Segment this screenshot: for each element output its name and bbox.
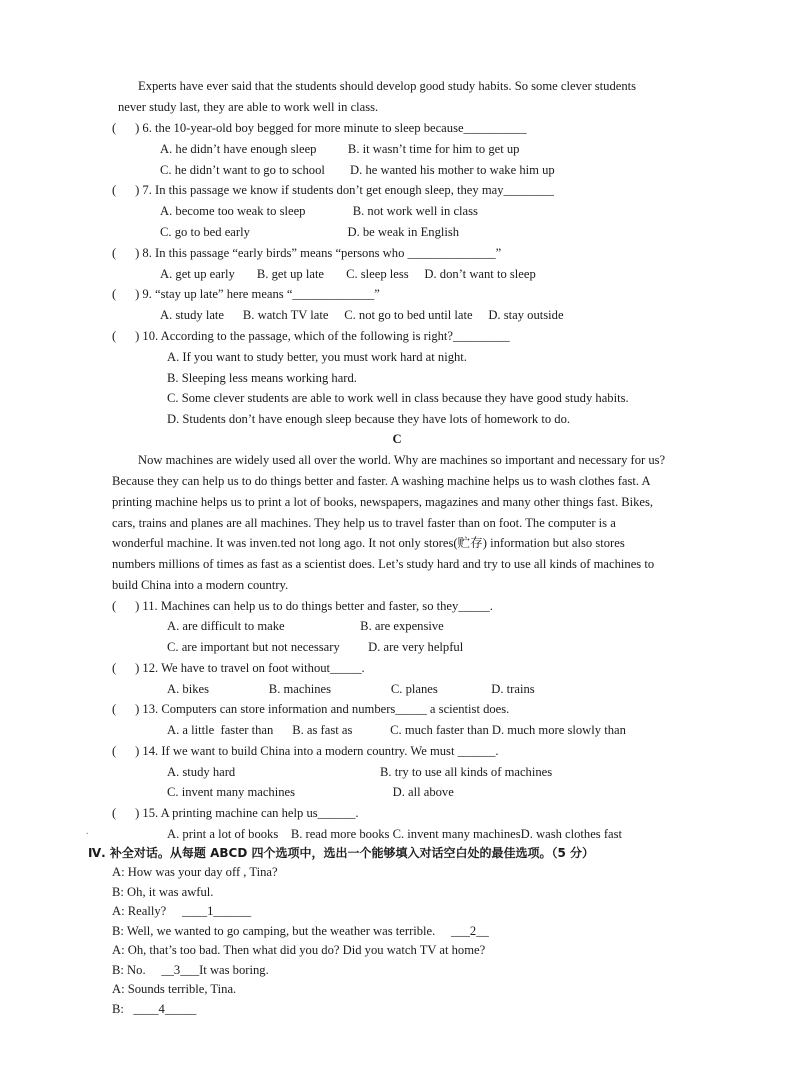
question-7-options-1: A. become too weak to sleep B. not work well in class xyxy=(160,204,478,218)
question-6-options-2: C. he didn’t want to go to school D. he wanted his mother to wake him up xyxy=(160,163,555,177)
dialogue-line-7: A: Sounds terrible, Tina. xyxy=(112,982,237,996)
passage-c-line-6: numbers millions of times as fast as a scientist does. Let’s study hard and try to use all kinds of machines to xyxy=(112,557,655,571)
question-14-options-1: A. study hard B. try to use all kinds of machines xyxy=(167,765,553,779)
question-10-option-b: B. Sleeping less means working hard. xyxy=(167,371,357,385)
question-11: ( ) 11. Machines can help us to do things better and faster, so they_____. xyxy=(112,599,493,613)
question-9-options: A. study late B. watch TV late C. not go to bed until late D. stay outside xyxy=(160,308,564,322)
dialogue-line-5: A: Oh, that’s too bad. Then what did you do? Did you watch TV at home? xyxy=(112,943,486,957)
dialogue-line-6: B: No. __3___It was boring. xyxy=(112,963,269,977)
section-iv-heading: Ⅳ. 补全对话。从每题 ABCD 四个选项中，选出一个能够填入对话空白处的最佳选项。（5 分） xyxy=(88,846,595,860)
passage-c-line-1: Now machines are widely used all over the world. Why are machines so important and necessary for us? xyxy=(138,453,666,467)
question-12-options: A. bikes B. machines C. planes D. trains xyxy=(167,682,535,696)
passage-b-line-2: never study last, they are able to work well in class. xyxy=(118,100,379,114)
passage-c-line-4: cars, trains and planes are all machines. They help us to travel faster than on foot. The computer is a xyxy=(112,516,616,530)
question-10-option-c: C. Some clever students are able to work well in class because they have good study habits. xyxy=(167,391,629,405)
question-14-options-2: C. invent many machines D. all above xyxy=(167,785,454,799)
question-13-options: A. a little faster than B. as fast as C. much faster than D. much more slowly than xyxy=(167,723,626,737)
dialogue-line-8: B: ____4_____ xyxy=(112,1002,197,1016)
question-10: ( ) 10. According to the passage, which of the following is right?_________ xyxy=(112,329,510,343)
dialogue-line-3: A: Really? ____1______ xyxy=(112,904,252,918)
question-8: ( ) 8. In this passage “early birds” means “persons who ______________” xyxy=(112,246,502,260)
question-11-options-1: A. are difficult to make B. are expensive xyxy=(167,619,444,633)
passage-c-line-5: wonderful machine. It was inven.ted not long ago. It not only stores(贮存) information but also stores xyxy=(112,536,625,550)
passage-b-line-1: Experts have ever said that the students should develop good study habits. So some clever students xyxy=(138,79,637,93)
question-15-options: A. print a lot of books B. read more books C. invent many machinesD. wash clothes fast xyxy=(167,827,623,841)
section-c-heading: C xyxy=(392,432,402,446)
question-6-options-1: A. he didn’t have enough sleep B. it wasn’t time for him to get up xyxy=(160,142,520,156)
passage-c-line-7: build China into a modern country. xyxy=(112,578,289,592)
question-10-option-d: D. Students don’t have enough sleep because they have lots of homework to do. xyxy=(167,412,571,426)
question-11-options-2: C. are important but not necessary D. are very helpful xyxy=(167,640,464,654)
question-12: ( ) 12. We have to travel on foot without_____. xyxy=(112,661,365,675)
question-6: ( ) 6. the 10-year-old boy begged for more minute to sleep because__________ xyxy=(112,121,527,135)
dialogue-line-4: B: Well, we wanted to go camping, but the weather was terrible. ___2__ xyxy=(112,924,489,938)
passage-c-line-3: printing machine helps us to print a lot of books, newspapers, magazines and many other things fast. Bikes, xyxy=(112,495,654,509)
question-7-options-2: C. go to bed early D. be weak in English xyxy=(160,225,460,239)
question-8-options: A. get up early B. get up late C. sleep less D. don’t want to sleep xyxy=(160,267,536,281)
question-9: ( ) 9. “stay up late” here means “_____________” xyxy=(112,287,380,301)
margin-dot: . xyxy=(86,826,89,837)
question-7: ( ) 7. In this passage we know if students don’t get enough sleep, they may________ xyxy=(112,183,554,197)
question-14: ( ) 14. If we want to build China into a modern country. We must ______. xyxy=(112,744,499,758)
question-13: ( ) 13. Computers can store information and numbers_____ a scientist does. xyxy=(112,702,510,716)
dialogue-line-2: B: Oh, it was awful. xyxy=(112,885,214,899)
dialogue-line-1: A: How was your day off , Tina? xyxy=(112,865,278,879)
question-10-option-a: A. If you want to study better, you must work hard at night. xyxy=(167,350,467,364)
passage-c-line-2: Because they can help us to do things better and faster. A washing machine helps us to wash clothes fast. A xyxy=(112,474,651,488)
question-15: ( ) 15. A printing machine can help us______. xyxy=(112,806,359,820)
